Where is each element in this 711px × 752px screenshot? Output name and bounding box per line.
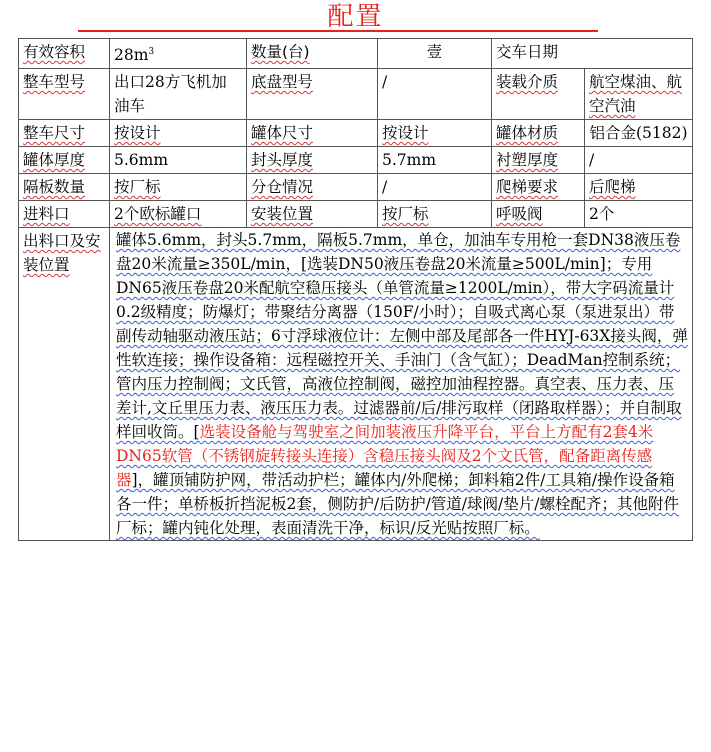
value-install-position: 按厂标 — [378, 201, 492, 228]
label-ladder: 爬梯要求 — [492, 174, 585, 201]
title-underline — [78, 30, 598, 32]
value-tank-thickness: 5.6mm — [110, 147, 247, 174]
label-capacity: 有效容积 — [19, 39, 110, 69]
label-medium: 装载介质 — [492, 69, 585, 120]
value-vehicle-size: 按设计 — [110, 120, 247, 147]
value-tank-material: 铝合金(5182) — [585, 120, 693, 147]
label-tank-material: 罐体材质 — [492, 120, 585, 147]
table-row — [19, 39, 693, 69]
label-breather-valve: 呼吸阀 — [492, 201, 585, 228]
table-row — [19, 201, 693, 228]
value-ladder: 后爬梯 — [585, 174, 693, 201]
value-chassis-model: / — [378, 69, 492, 120]
label-head-thickness: 封头厚度 — [247, 147, 378, 174]
value-head-thickness: 5.7mm — [378, 147, 492, 174]
value-compartment: / — [378, 174, 492, 201]
description-text-end: ]，罐顶铺防护网，带活动护栏；罐体内/外爬梯；卸料箱2件/工具箱/操作设备箱各一件；单桥板折挡泥板2套，侧防护/后防护/管道/球阀/垫片/螺栓配齐；其他附件厂标；罐内钝化处理，表面清洗干净，标识/反光贴按照厂标。 — [116, 471, 679, 538]
value-medium: 航空煤油、航空汽油 — [585, 69, 693, 120]
label-lining-thickness: 衬塑厚度 — [492, 147, 585, 174]
spec-table — [18, 38, 693, 541]
label-install-position: 安装位置 — [247, 201, 378, 228]
description-text: 罐体5.6mm，封头5.7mm，隔板5.7mm，单仓，加油车专用枪一套DN38液压卷盘20米流量≥350L/min，[选装DN50液压卷盘20米流量≥500L/min]；专用DN65液压卷盘20米配航空稳压接头（单管流量≥1200L/min），带大字码流量计0.2级精度；防爆灯；带聚结分离器（150F/小时）；自吸式离心泵（泵进泵出）带副传动轴驱动液压站；6寸浮球液位计：左侧中部及尾部各一件HYJ-63X接头阀，弹性软连接；操作设备箱：远程磁控开关、手油门（含气缸）；DeadMan控制系统；管内压力控制阀；文氏管，高液位控制阀，磁控加油程控器。真空表、压力表、压差计,文丘里压力表、液压压力表。过滤器前/后/排污取样（闭路取样器）；并自制取样回收筒。[ — [116, 231, 688, 442]
label-baffle-count: 隔板数量 — [19, 174, 110, 201]
page-title: 配置 — [327, 2, 384, 32]
label-outlet-installation: 出料口及安装位置 — [19, 228, 110, 541]
label-chassis-model: 底盘型号 — [247, 69, 378, 120]
value-tank-size: 按设计 — [378, 120, 492, 147]
label-vehicle-model: 整车型号 — [19, 69, 110, 120]
optional-platform-text: 选装设备舱与驾驶室之间加装液压升降平台，平台上方配有2套4米DN65软管（不锈钢旋转接头连接）含稳压接头阀及2个文氏管，配备距离传感器 — [116, 423, 654, 490]
value-baffle-count: 按厂标 — [110, 174, 247, 201]
label-compartment: 分仓情况 — [247, 174, 378, 201]
label-inlet: 进料口 — [19, 201, 110, 228]
value-vehicle-model: 出口28方飞机加油车 — [110, 69, 247, 120]
label-quantity: 数量(台) — [247, 39, 378, 69]
value-lining-thickness: / — [585, 147, 693, 174]
label-tank-size: 罐体尺寸 — [247, 120, 378, 147]
label-vehicle-size: 整车尺寸 — [19, 120, 110, 147]
value-inlet: 2个欧标罐口 — [110, 201, 247, 228]
value-breather-valve: 2个 — [585, 201, 693, 228]
table-row — [19, 228, 693, 541]
value-capacity: $28m^3$ — [110, 39, 247, 69]
table-row — [19, 69, 693, 120]
table-row — [19, 147, 693, 174]
value-quantity: 壹 — [378, 39, 492, 69]
table-row — [19, 120, 693, 147]
outlet-installation-description — [110, 228, 693, 541]
label-delivery-date: 交车日期 — [492, 39, 693, 69]
label-tank-thickness: 罐体厚度 — [19, 147, 110, 174]
table-row — [19, 174, 693, 201]
